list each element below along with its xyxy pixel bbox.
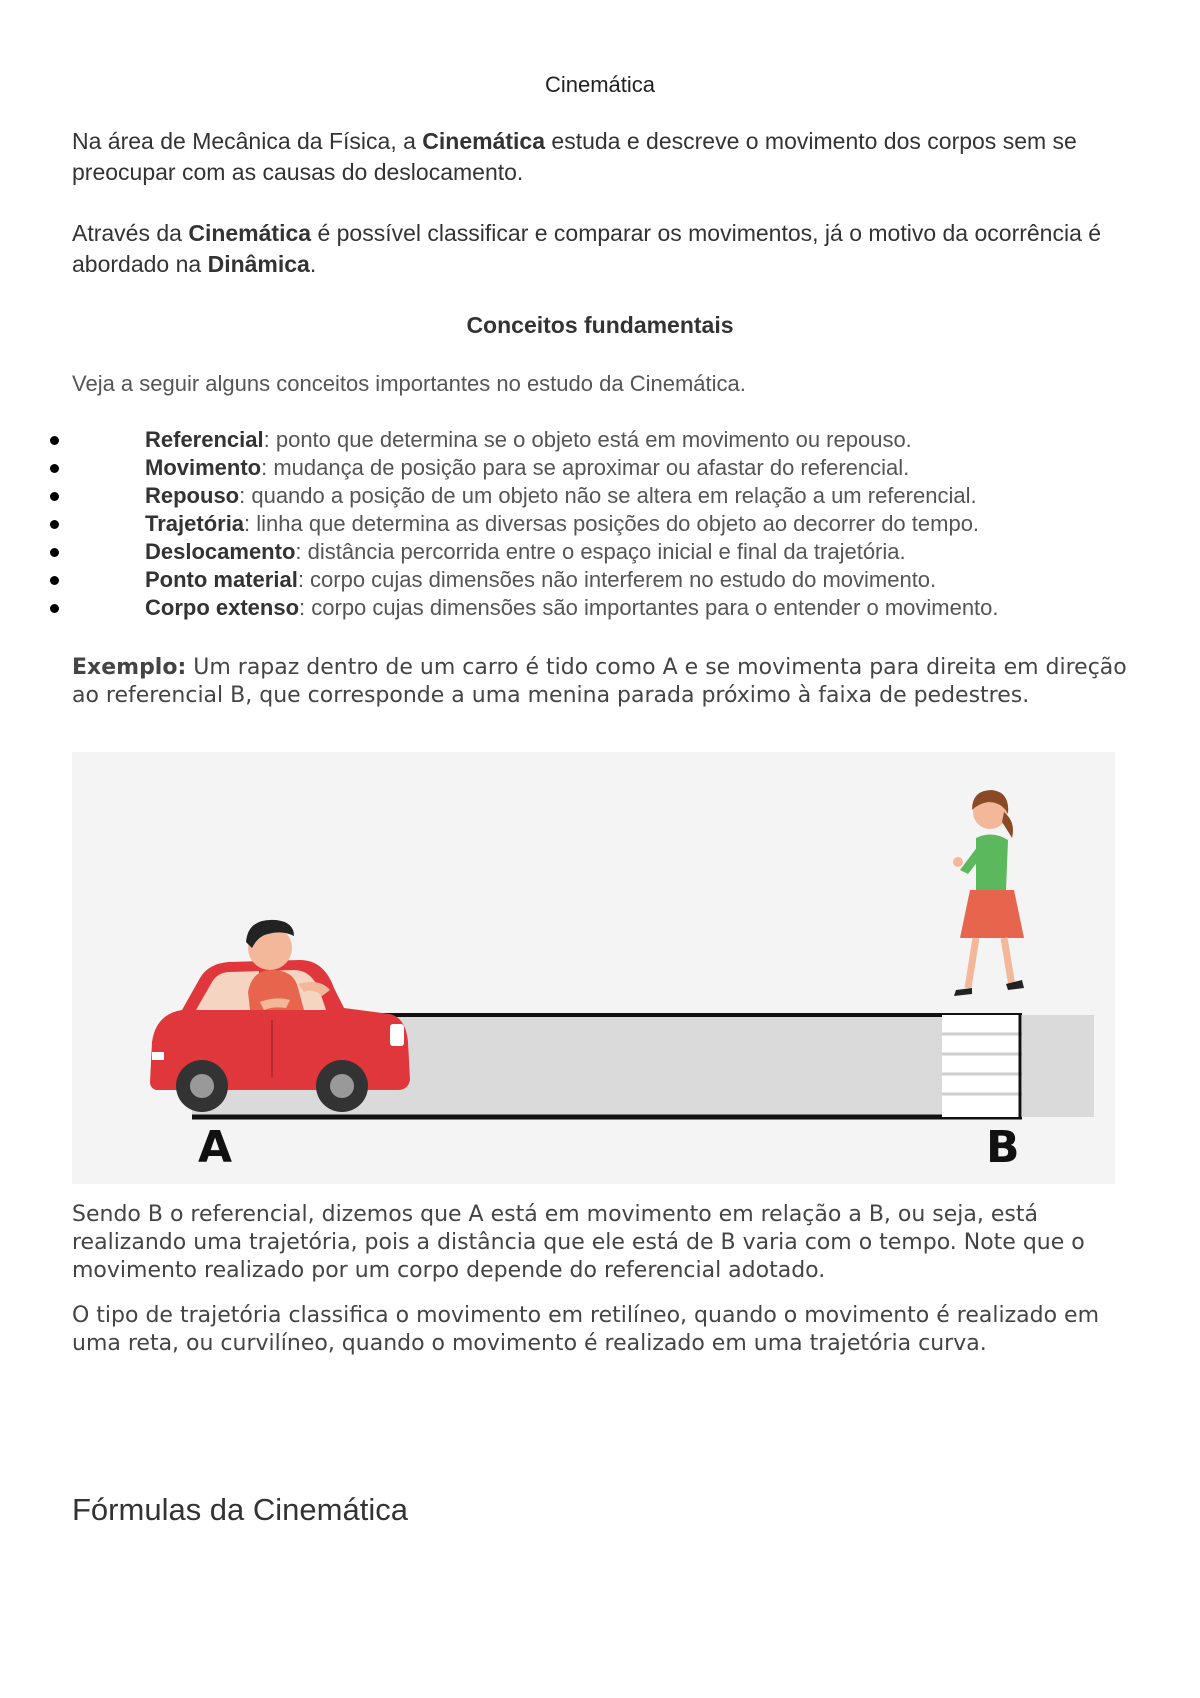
example-text: Um rapaz dentro de um carro é tido como A e se movimenta para direita em direção ao referencial B, que corresponde a uma menina parada próximo à faixa de pedestres. [72,655,1127,708]
paragraph-reference: Sendo B o referencial, dizemos que A está em movimento em relação a B, ou seja, está realizando uma trajetória, pois a distância que ele está de B varia com o tempo. Note que o movimento realizado por um corpo depende do referencial adotado. [72,1202,1085,1283]
paragraph-classification [72,218,1142,280]
concept-term: Trajetória [145,511,245,536]
concept-term: Corpo extenso [145,595,300,620]
concepts-list [0,426,1200,622]
example-label: Exemplo: [72,655,187,680]
paragraph-intro [72,126,1142,188]
example-paragraph [72,654,1152,710]
concept-desc: : quando a posição de um objeto não se altera em relação a um referencial. [239,483,977,508]
bullet-icon [50,548,59,557]
concepts-intro: Veja a seguir alguns conceitos importantes no estudo da Cinemática. [72,371,746,396]
bold-term: Cinemática [188,220,312,246]
text-run: é possível classificar e comparar os movimentos, já o motivo da ocorrência é abordado na [72,220,1102,277]
document-title: Cinemática [544,72,656,97]
list-item [0,538,1200,566]
bold-term: Cinemática [422,128,546,154]
concept-term: Deslocamento [145,539,296,564]
motion-illustration [72,752,1115,1184]
list-item [0,454,1200,482]
concept-term: Movimento [145,455,262,480]
list-item [0,566,1200,594]
concept-term: Repouso [145,483,240,508]
section-heading-formulas: Fórmulas da Cinemática [72,1492,408,1527]
text-run: Através da [72,220,189,246]
section-subtitle: Conceitos fundamentais [466,312,734,338]
bullet-icon [50,604,59,613]
concept-desc: : mudança de posição para se aproximar ou afastar do referencial. [261,455,910,480]
concept-term: Referencial [145,427,264,452]
concept-desc: : corpo cujas dimensões não interferem no estudo do movimento. [297,567,937,592]
concept-desc: : ponto que determina se o objeto está em movimento ou repouso. [263,427,912,452]
list-item [0,482,1200,510]
label-b: B [986,1122,1020,1173]
concept-term: Ponto material [145,567,298,592]
bullet-icon [50,464,59,473]
list-item [0,594,1200,622]
girl [953,790,1024,996]
bullet-icon [50,520,59,529]
concept-desc: : distância percorrida entre o espaço inicial e final da trajetória. [295,539,906,564]
concept-desc: : linha que determina as diversas posições do objeto ao decorrer do tempo. [244,511,980,536]
text-run: . [309,251,317,277]
label-a: A [198,1122,233,1173]
crosswalk [942,1015,1022,1117]
list-item [0,510,1200,538]
bullet-icon [50,492,59,501]
text-run: Na área de Mecânica da Física, a [72,128,423,154]
text-run: estuda e descreve o movimento dos corpos sem se preocupar com as causas do deslocamento. [72,128,1077,185]
concept-desc: : corpo cujas dimensões são importantes para o entender o movimento. [299,595,999,620]
paragraph-trajectory-type: O tipo de trajetória classifica o movimento em retilíneo, quando o movimento é realizado em uma reta, ou curvilíneo, quando o movimento é realizado em uma trajetória curva. [72,1303,1099,1356]
bullet-icon [50,576,59,585]
list-item [0,426,1200,454]
bullet-icon [50,436,59,445]
bold-term: Dinâmica [207,251,310,277]
